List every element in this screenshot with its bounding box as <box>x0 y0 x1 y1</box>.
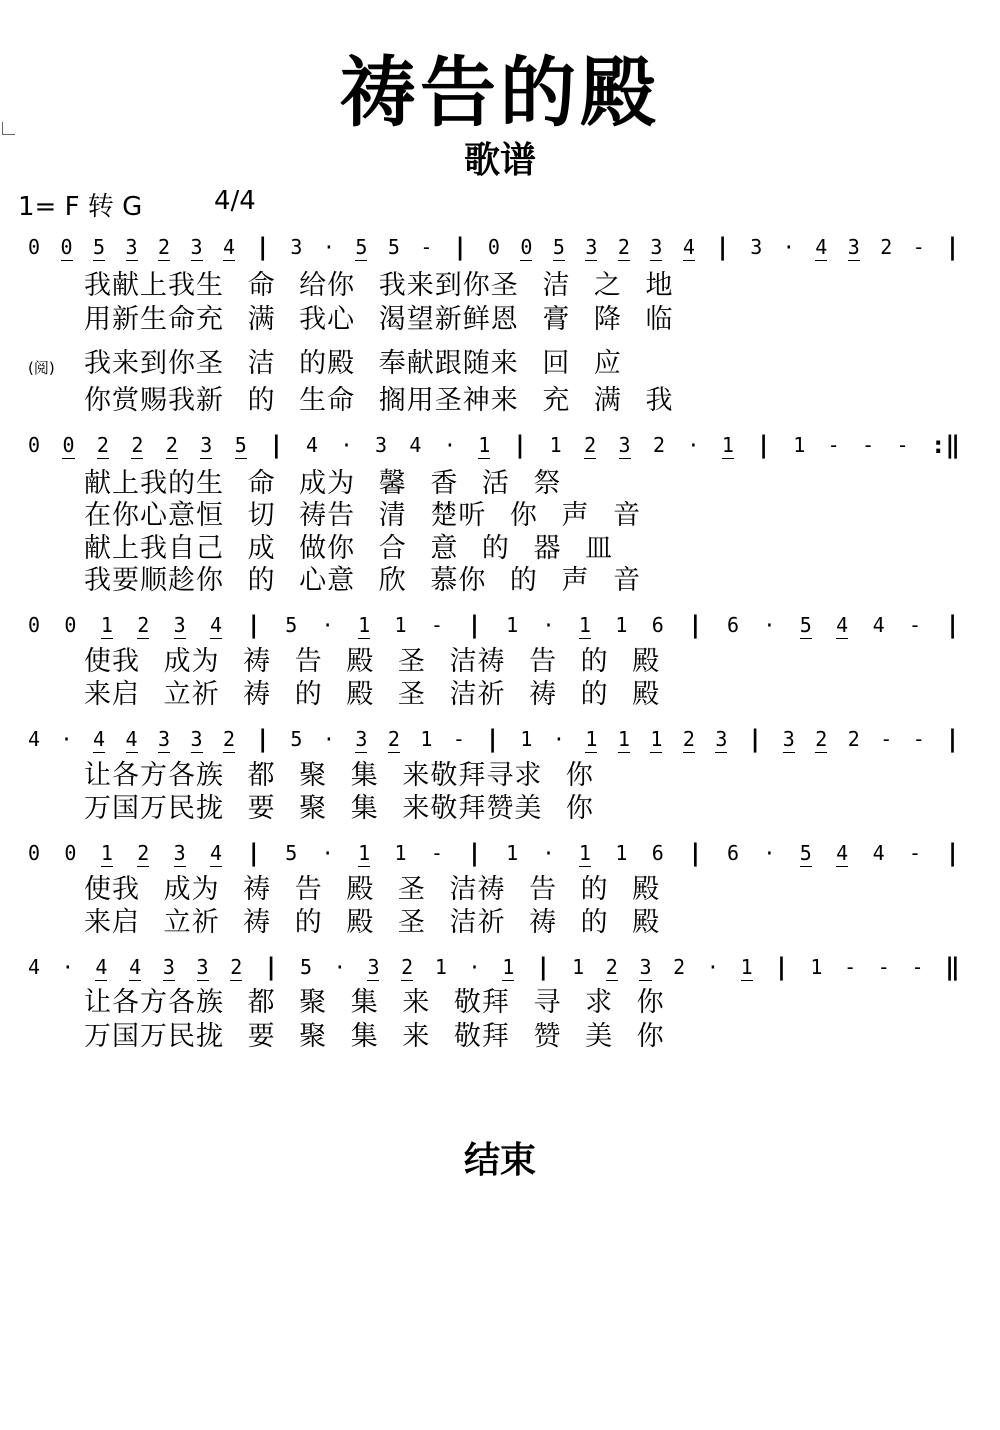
note: · <box>322 727 335 751</box>
note: 1 <box>502 955 515 979</box>
note: 1 <box>520 727 533 751</box>
ending-text: 结束 <box>463 1140 536 1181</box>
bar-line: | <box>747 725 763 753</box>
note: - <box>430 841 443 865</box>
note: · <box>340 433 353 457</box>
note: · <box>542 613 555 637</box>
bar-line: ‖ <box>945 953 960 981</box>
note: 3 <box>618 433 631 457</box>
note: 6 <box>651 841 664 865</box>
note: 3 <box>639 955 652 979</box>
lyric-line: 来启 立祈 祷 的 殿 圣 洁祈 祷 的 殿 <box>84 679 661 710</box>
note: 3 <box>158 727 171 751</box>
note: 3 <box>196 955 209 979</box>
note: 1 <box>585 727 598 751</box>
note: 1 <box>721 433 734 457</box>
note: 0 <box>62 433 75 457</box>
note: 3 <box>367 955 380 979</box>
note: · <box>321 841 334 865</box>
note: 5 <box>285 613 298 637</box>
note: - <box>908 841 922 865</box>
note: 2 <box>230 955 243 979</box>
note: 3 <box>715 727 728 751</box>
note: · <box>61 955 74 979</box>
note: 2 <box>617 235 630 259</box>
note: 4 <box>306 433 319 457</box>
note: 2 <box>158 235 171 259</box>
bar-line: | <box>452 233 468 261</box>
bar-line: | <box>467 611 482 639</box>
note: 0 <box>64 613 77 637</box>
note: 4 <box>93 727 106 751</box>
lyric-line: 让各方各族 都 聚 集 来 敬拜 寻 求 你 <box>84 987 665 1018</box>
note: 3 <box>650 235 663 259</box>
bar-line: | <box>945 611 960 639</box>
note: 2 <box>137 841 150 865</box>
lyric-line: 在你心意恒 切 祷告 清 楚听 你 声 音 <box>84 500 642 531</box>
note: 2 <box>584 433 597 457</box>
note: 5 <box>387 235 400 259</box>
note: 2 <box>673 955 686 979</box>
note: 1 <box>549 433 562 457</box>
notation-row <box>28 840 960 874</box>
note: 2 <box>96 433 109 457</box>
lyric-line: 万国万民拢 要 聚 集 来敬拜赞美 你 <box>84 793 594 824</box>
note: - <box>911 955 924 979</box>
note: 1 <box>100 613 113 637</box>
note: 0 <box>28 613 41 637</box>
note: 4 <box>409 433 422 457</box>
bar-line: | <box>945 233 960 261</box>
note: - <box>452 727 465 751</box>
note: 5 <box>93 235 106 259</box>
note: 3 <box>750 235 763 259</box>
note: · <box>542 841 555 865</box>
note: - <box>908 613 922 637</box>
note: - <box>880 727 893 751</box>
note: 3 <box>847 235 860 259</box>
note: 1 <box>615 613 628 637</box>
note: · <box>687 433 700 457</box>
note: 0 <box>487 235 500 259</box>
note: 5 <box>799 841 812 865</box>
note: 4 <box>28 727 41 751</box>
bar-line: | <box>756 431 771 459</box>
note: 3 <box>374 433 387 457</box>
note: · <box>321 613 334 637</box>
bar-line: | <box>512 431 528 459</box>
lyric-line: 我献上我生 命 给你 我来到你圣 洁 之 地 <box>84 270 674 301</box>
note: 1 <box>358 841 371 865</box>
note: 2 <box>223 727 236 751</box>
note: 5 <box>290 727 303 751</box>
note: · <box>763 841 776 865</box>
bar-line: | <box>945 839 960 867</box>
song-title: 祷告的殿 <box>340 48 660 137</box>
note: 2 <box>401 955 414 979</box>
notation-row <box>28 234 960 268</box>
lyric-line: 献上我的生 命 成为 馨 香 活 祭 <box>84 468 562 499</box>
note: 1 <box>506 613 519 637</box>
notation-row <box>28 612 960 646</box>
note: 4 <box>836 841 849 865</box>
bar-line: | <box>688 839 703 867</box>
note: 2 <box>847 727 860 751</box>
note: 5 <box>355 235 368 259</box>
note: · <box>333 955 346 979</box>
note: 1 <box>578 613 591 637</box>
note: - <box>827 433 840 457</box>
note: 4 <box>28 955 41 979</box>
notation-row <box>28 726 960 760</box>
note: 2 <box>652 433 666 457</box>
note: · <box>552 727 565 751</box>
note: 3 <box>173 613 186 637</box>
bar-line: | <box>774 953 789 981</box>
note: 3 <box>200 433 213 457</box>
note: 0 <box>28 433 41 457</box>
lyric-line: 来启 立祈 祷 的 殿 圣 洁祈 祷 的 殿 <box>84 907 661 938</box>
bar-line: | <box>246 611 261 639</box>
note: 4 <box>682 235 695 259</box>
song-subtitle: 歌谱 <box>463 140 536 181</box>
note: 3 <box>190 727 203 751</box>
note: 2 <box>165 433 178 457</box>
note: 5 <box>285 841 298 865</box>
notation-row <box>28 954 960 988</box>
note: 4 <box>836 613 849 637</box>
bar-line: | <box>269 431 284 459</box>
note: 1 <box>615 841 628 865</box>
note: 3 <box>290 235 303 259</box>
note: 1 <box>478 433 491 457</box>
note: 5 <box>300 955 313 979</box>
note: 1 <box>394 841 407 865</box>
note: 6 <box>651 613 664 637</box>
bar-line: | <box>263 953 279 981</box>
note: - <box>844 955 857 979</box>
note: 3 <box>162 955 175 979</box>
lyric-line: 用新生命充 满 我心 渴望新鲜恩 膏 降 临 <box>84 304 674 335</box>
note: 0 <box>64 841 77 865</box>
note: · <box>322 235 335 259</box>
note: 6 <box>726 613 739 637</box>
note: - <box>877 955 890 979</box>
note: 3 <box>782 727 795 751</box>
note: 0 <box>28 841 41 865</box>
note: 3 <box>173 841 186 865</box>
bar-line: :‖ <box>931 431 960 459</box>
note: 1 <box>650 727 663 751</box>
note: · <box>763 613 776 637</box>
note: 2 <box>387 727 400 751</box>
note: 2 <box>605 955 618 979</box>
note: 3 <box>190 235 203 259</box>
bar-line: | <box>485 725 500 753</box>
note: 4 <box>872 841 885 865</box>
note: 2 <box>880 235 893 259</box>
note: - <box>896 433 909 457</box>
note: 1 <box>740 955 753 979</box>
note: - <box>420 235 433 259</box>
note: 0 <box>28 235 41 259</box>
note: 5 <box>799 613 812 637</box>
note: 3 <box>355 727 368 751</box>
note: - <box>430 613 443 637</box>
note: 5 <box>234 433 247 457</box>
lyric-line: 让各方各族 都 聚 集 来敬拜寻求 你 <box>84 760 594 791</box>
note: 0 <box>520 235 533 259</box>
note: · <box>443 433 456 457</box>
bar-line: | <box>688 611 703 639</box>
note: 3 <box>125 235 138 259</box>
note: 1 <box>793 433 806 457</box>
bar-line: | <box>255 725 270 753</box>
note: 1 <box>394 613 407 637</box>
notation-row <box>28 432 960 466</box>
note: 1 <box>810 955 823 979</box>
note: 2 <box>131 433 144 457</box>
key-signature: 1= F 转 G <box>18 192 143 222</box>
note: 2 <box>137 613 150 637</box>
note: 1 <box>578 841 591 865</box>
note: 4 <box>815 235 828 259</box>
note: · <box>468 955 481 979</box>
lyric-line: 使我 成为 祷 告 殿 圣 洁祷 告 的 殿 <box>84 874 661 905</box>
note: 3 <box>585 235 598 259</box>
note: 0 <box>60 235 73 259</box>
note: 4 <box>125 727 138 751</box>
bar-line: | <box>467 839 482 867</box>
note: 1 <box>506 841 519 865</box>
note: 5 <box>552 235 565 259</box>
note: 1 <box>100 841 113 865</box>
note: 2 <box>815 727 828 751</box>
note: 4 <box>129 955 142 979</box>
note: · <box>782 235 795 259</box>
section-marker: (阅) <box>28 359 55 377</box>
note: - <box>912 235 925 259</box>
lyric-line: 我来到你圣 洁 的殿 奉献跟随来 回 应 <box>84 348 622 379</box>
note: 4 <box>872 613 885 637</box>
bar-line: | <box>255 233 270 261</box>
note: · <box>706 955 719 979</box>
note: 4 <box>223 235 236 259</box>
note: · <box>60 727 73 751</box>
lyric-line: 你赏赐我新 的 生命 搁用圣神来 充 满 我 <box>84 385 674 416</box>
note: 1 <box>420 727 433 751</box>
lyric-line: 献上我自己 成 做你 合 意 的 器 皿 <box>84 533 614 564</box>
note: - <box>862 433 875 457</box>
bar-line: | <box>715 233 730 261</box>
note: 1 <box>572 955 585 979</box>
lyric-line: 万国万民拢 要 聚 集 来 敬拜 赞 美 你 <box>84 1021 665 1052</box>
time-signature: 4/4 <box>214 186 256 216</box>
note: 1 <box>617 727 630 751</box>
note: 1 <box>358 613 371 637</box>
note: 2 <box>682 727 695 751</box>
lyric-line: 使我 成为 祷 告 殿 圣 洁祷 告 的 殿 <box>84 646 661 677</box>
lyric-line: 我要顺趁你 的 心意 欣 慕你 的 声 音 <box>84 565 642 596</box>
note: 4 <box>95 955 108 979</box>
bar-line: | <box>535 953 551 981</box>
note: 6 <box>726 841 739 865</box>
note: - <box>912 727 925 751</box>
bar-line: | <box>246 839 261 867</box>
note: 4 <box>210 841 223 865</box>
bar-line: | <box>945 725 960 753</box>
note: 1 <box>434 955 447 979</box>
note: 4 <box>210 613 223 637</box>
